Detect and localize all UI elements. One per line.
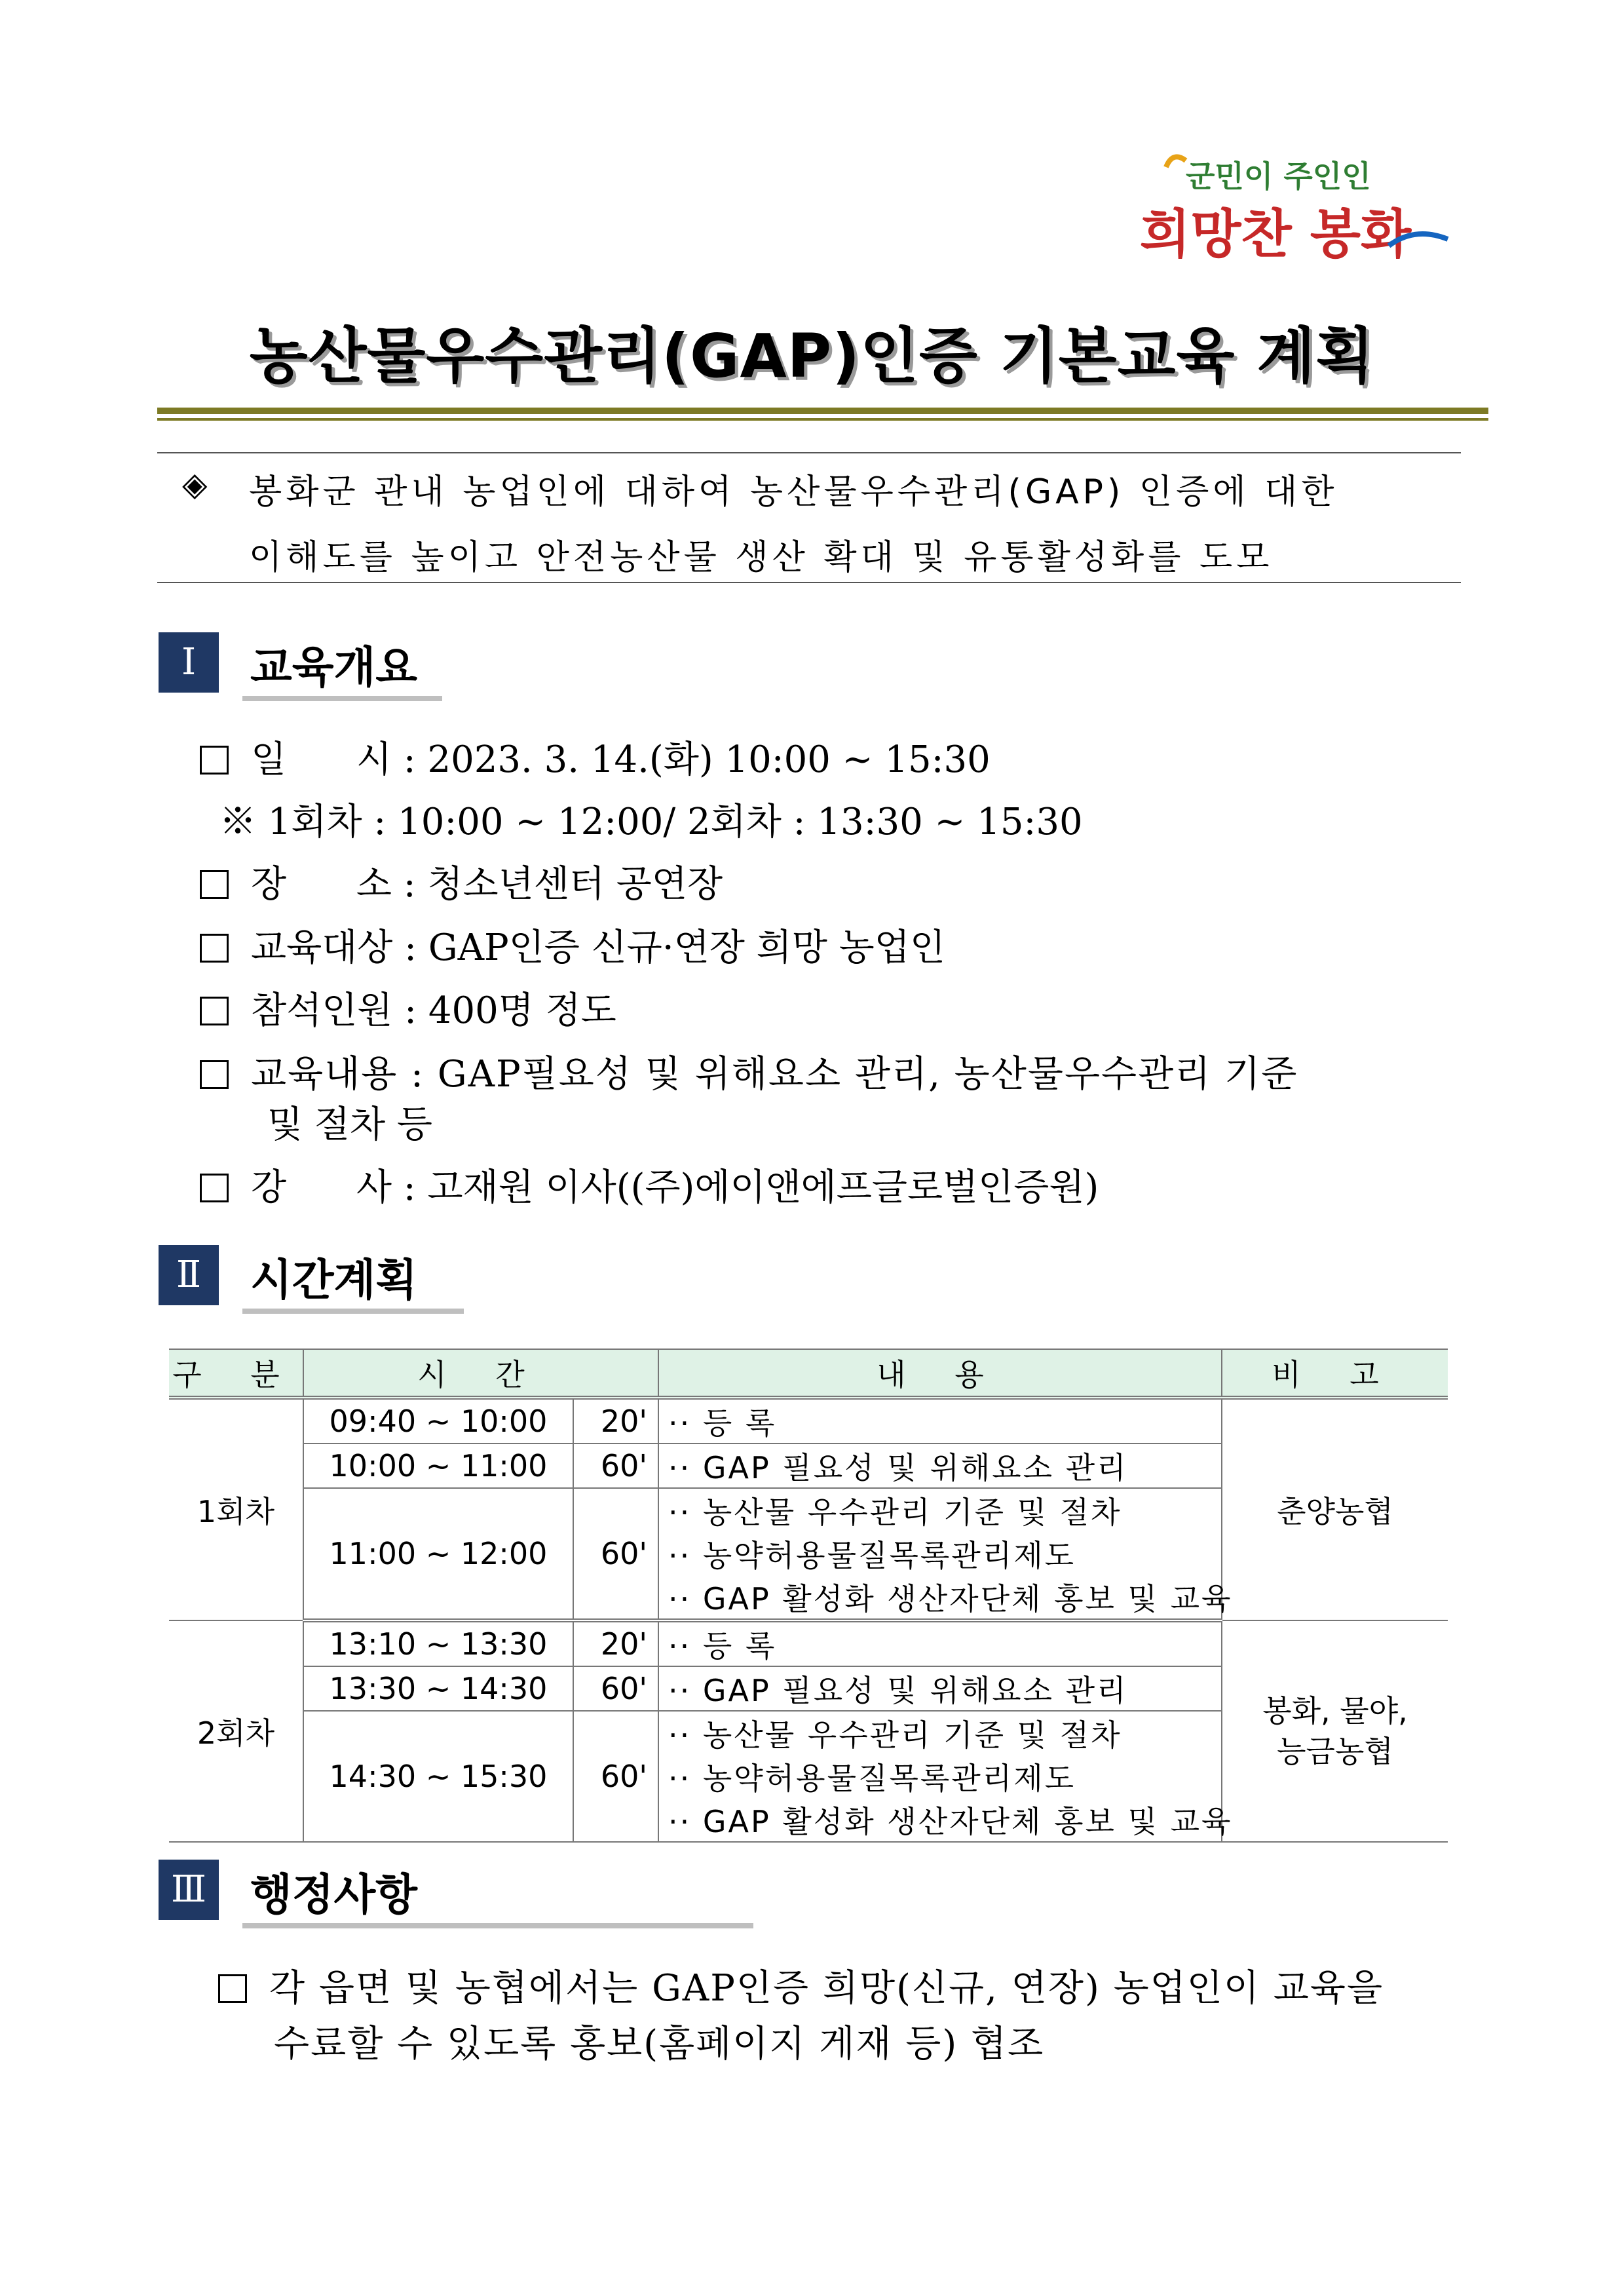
- time-cell: 13:10 ~ 13:30: [303, 1620, 573, 1666]
- item-session-note: ※ 1회차 : 10:00 ~ 12:00/ 2회차 : 13:30 ~ 15:30: [219, 801, 1083, 843]
- schedule-table: [169, 1349, 1448, 1843]
- header-note: 비 고: [1222, 1349, 1448, 1398]
- section-1-number: Ⅰ: [159, 632, 219, 693]
- content-cell: ·· GAP 필요성 및 위해요소 관리: [658, 1666, 1222, 1711]
- time-cell: 09:40 ~ 10:00: [303, 1398, 573, 1444]
- table-header-row: [169, 1349, 1448, 1398]
- diamond-bullet-icon: ◈: [182, 465, 208, 503]
- item-content: 교육내용 : GAP필요성 및 위해요소 관리, 농산물우수관리 기준: [200, 1045, 1298, 1098]
- section-2-title: 시간계획: [250, 1255, 418, 1305]
- time-cell: 11:00 ~ 12:00: [303, 1488, 573, 1620]
- minutes-cell: 20': [573, 1620, 658, 1666]
- time-cell: 10:00 ~ 11:00: [303, 1444, 573, 1488]
- page-title: 농산물우수관리(GAP)인증 기본교육 계획: [249, 321, 1375, 391]
- admin-item: 각 읍면 및 농협에서는 GAP인증 희망(신규, 연장) 농업인이 교육을: [218, 1959, 1384, 2012]
- section-2-number: Ⅱ: [159, 1245, 219, 1305]
- title-rule-thin: [157, 418, 1488, 421]
- content-cell: ·· GAP 활성화 생산자단체 홍보 및 교육: [658, 1575, 1222, 1620]
- checkbox-icon: [218, 1974, 247, 2003]
- logo-line1: 군민이 주인인: [1186, 159, 1371, 194]
- table-row: [169, 1620, 1448, 1666]
- block-note: [1222, 1620, 1448, 1842]
- block-note-line: 능금농협: [1277, 1734, 1393, 1769]
- minutes-cell: 60': [573, 1444, 658, 1488]
- item-attendees: 참석인원 : 400명 정도: [200, 982, 616, 1034]
- checkbox-icon: [200, 1174, 229, 1202]
- time-cell: 13:30 ~ 14:30: [303, 1666, 573, 1711]
- title-rule-thick: [157, 408, 1488, 414]
- content-cell: ·· GAP 활성화 생산자단체 홍보 및 교육: [658, 1798, 1222, 1842]
- checkbox-icon: [200, 1060, 229, 1089]
- content-cell: ·· 농산물 우수관리 기준 및 절차: [658, 1488, 1222, 1532]
- bonghwa-logo: [1140, 141, 1454, 278]
- item-date: 일 시 : 2023. 3. 14.(화) 10:00 ~ 15:30: [200, 731, 991, 783]
- content-cell: ·· 등 록: [658, 1620, 1222, 1666]
- table-row: [169, 1398, 1448, 1444]
- block-note-line: 봉화, 물야,: [1262, 1693, 1408, 1729]
- content-cell: ·· 농약허용물질목록관리제도: [668, 1761, 1076, 1796]
- checkbox-icon: [200, 746, 229, 775]
- section-3-title: 행정사항: [250, 1869, 418, 1920]
- block-label: 1회차: [169, 1398, 303, 1620]
- item-place: 장 소 : 청소년센터 공연장: [200, 855, 723, 908]
- item-lecturer: 강 사 : 고재원 이사((주)에이앤에프글로벌인증원): [200, 1158, 1099, 1211]
- checkbox-icon: [200, 997, 229, 1025]
- content-cell: ·· 등 록: [658, 1398, 1222, 1444]
- minutes-cell: 20': [573, 1398, 658, 1444]
- header-content: 내 용: [658, 1349, 1222, 1398]
- header-division: 구 분: [169, 1349, 303, 1398]
- content-cell: ·· 농약허용물질목록관리제도: [668, 1538, 1076, 1573]
- purpose-line-2: 이해도를 높이고 안전농산물 생산 확대 및 유통활성화를 도모: [249, 538, 1274, 577]
- purpose-line-1: 봉화군 관내 농업인에 대하여 농산물우수관리(GAP) 인증에 대한: [249, 472, 1338, 512]
- item-target: 교육대상 : GAP인증 신규·연장 희망 농업인: [200, 919, 945, 971]
- section-1-title: 교육개요: [250, 642, 418, 693]
- content-cell: ·· 농산물 우수관리 기준 및 절차: [658, 1711, 1222, 1755]
- header-time: 시 간: [303, 1349, 658, 1398]
- minutes-cell: 60': [573, 1488, 658, 1620]
- minutes-cell: 60': [573, 1711, 658, 1842]
- item-content-line2: 및 절차 등: [267, 1103, 432, 1146]
- block-note: 춘양농협: [1222, 1398, 1448, 1620]
- section-3-number: Ⅲ: [159, 1860, 219, 1920]
- content-cell: ·· GAP 필요성 및 위해요소 관리: [658, 1444, 1222, 1488]
- checkbox-icon: [200, 934, 229, 963]
- checkbox-icon: [200, 870, 229, 899]
- time-cell: 14:30 ~ 15:30: [303, 1711, 573, 1842]
- section-3-underline: [242, 1923, 753, 1928]
- logo-line2: 희망찬 봉화: [1140, 204, 1412, 265]
- section-2-underline: [242, 1309, 464, 1314]
- section-1-underline: [242, 696, 442, 701]
- admin-item-line2: 수료할 수 있도록 홍보(홈페이지 게재 등) 협조: [274, 2023, 1045, 2065]
- block-label: 2회차: [169, 1620, 303, 1842]
- minutes-cell: 60': [573, 1666, 658, 1711]
- purpose-box: [157, 452, 1461, 583]
